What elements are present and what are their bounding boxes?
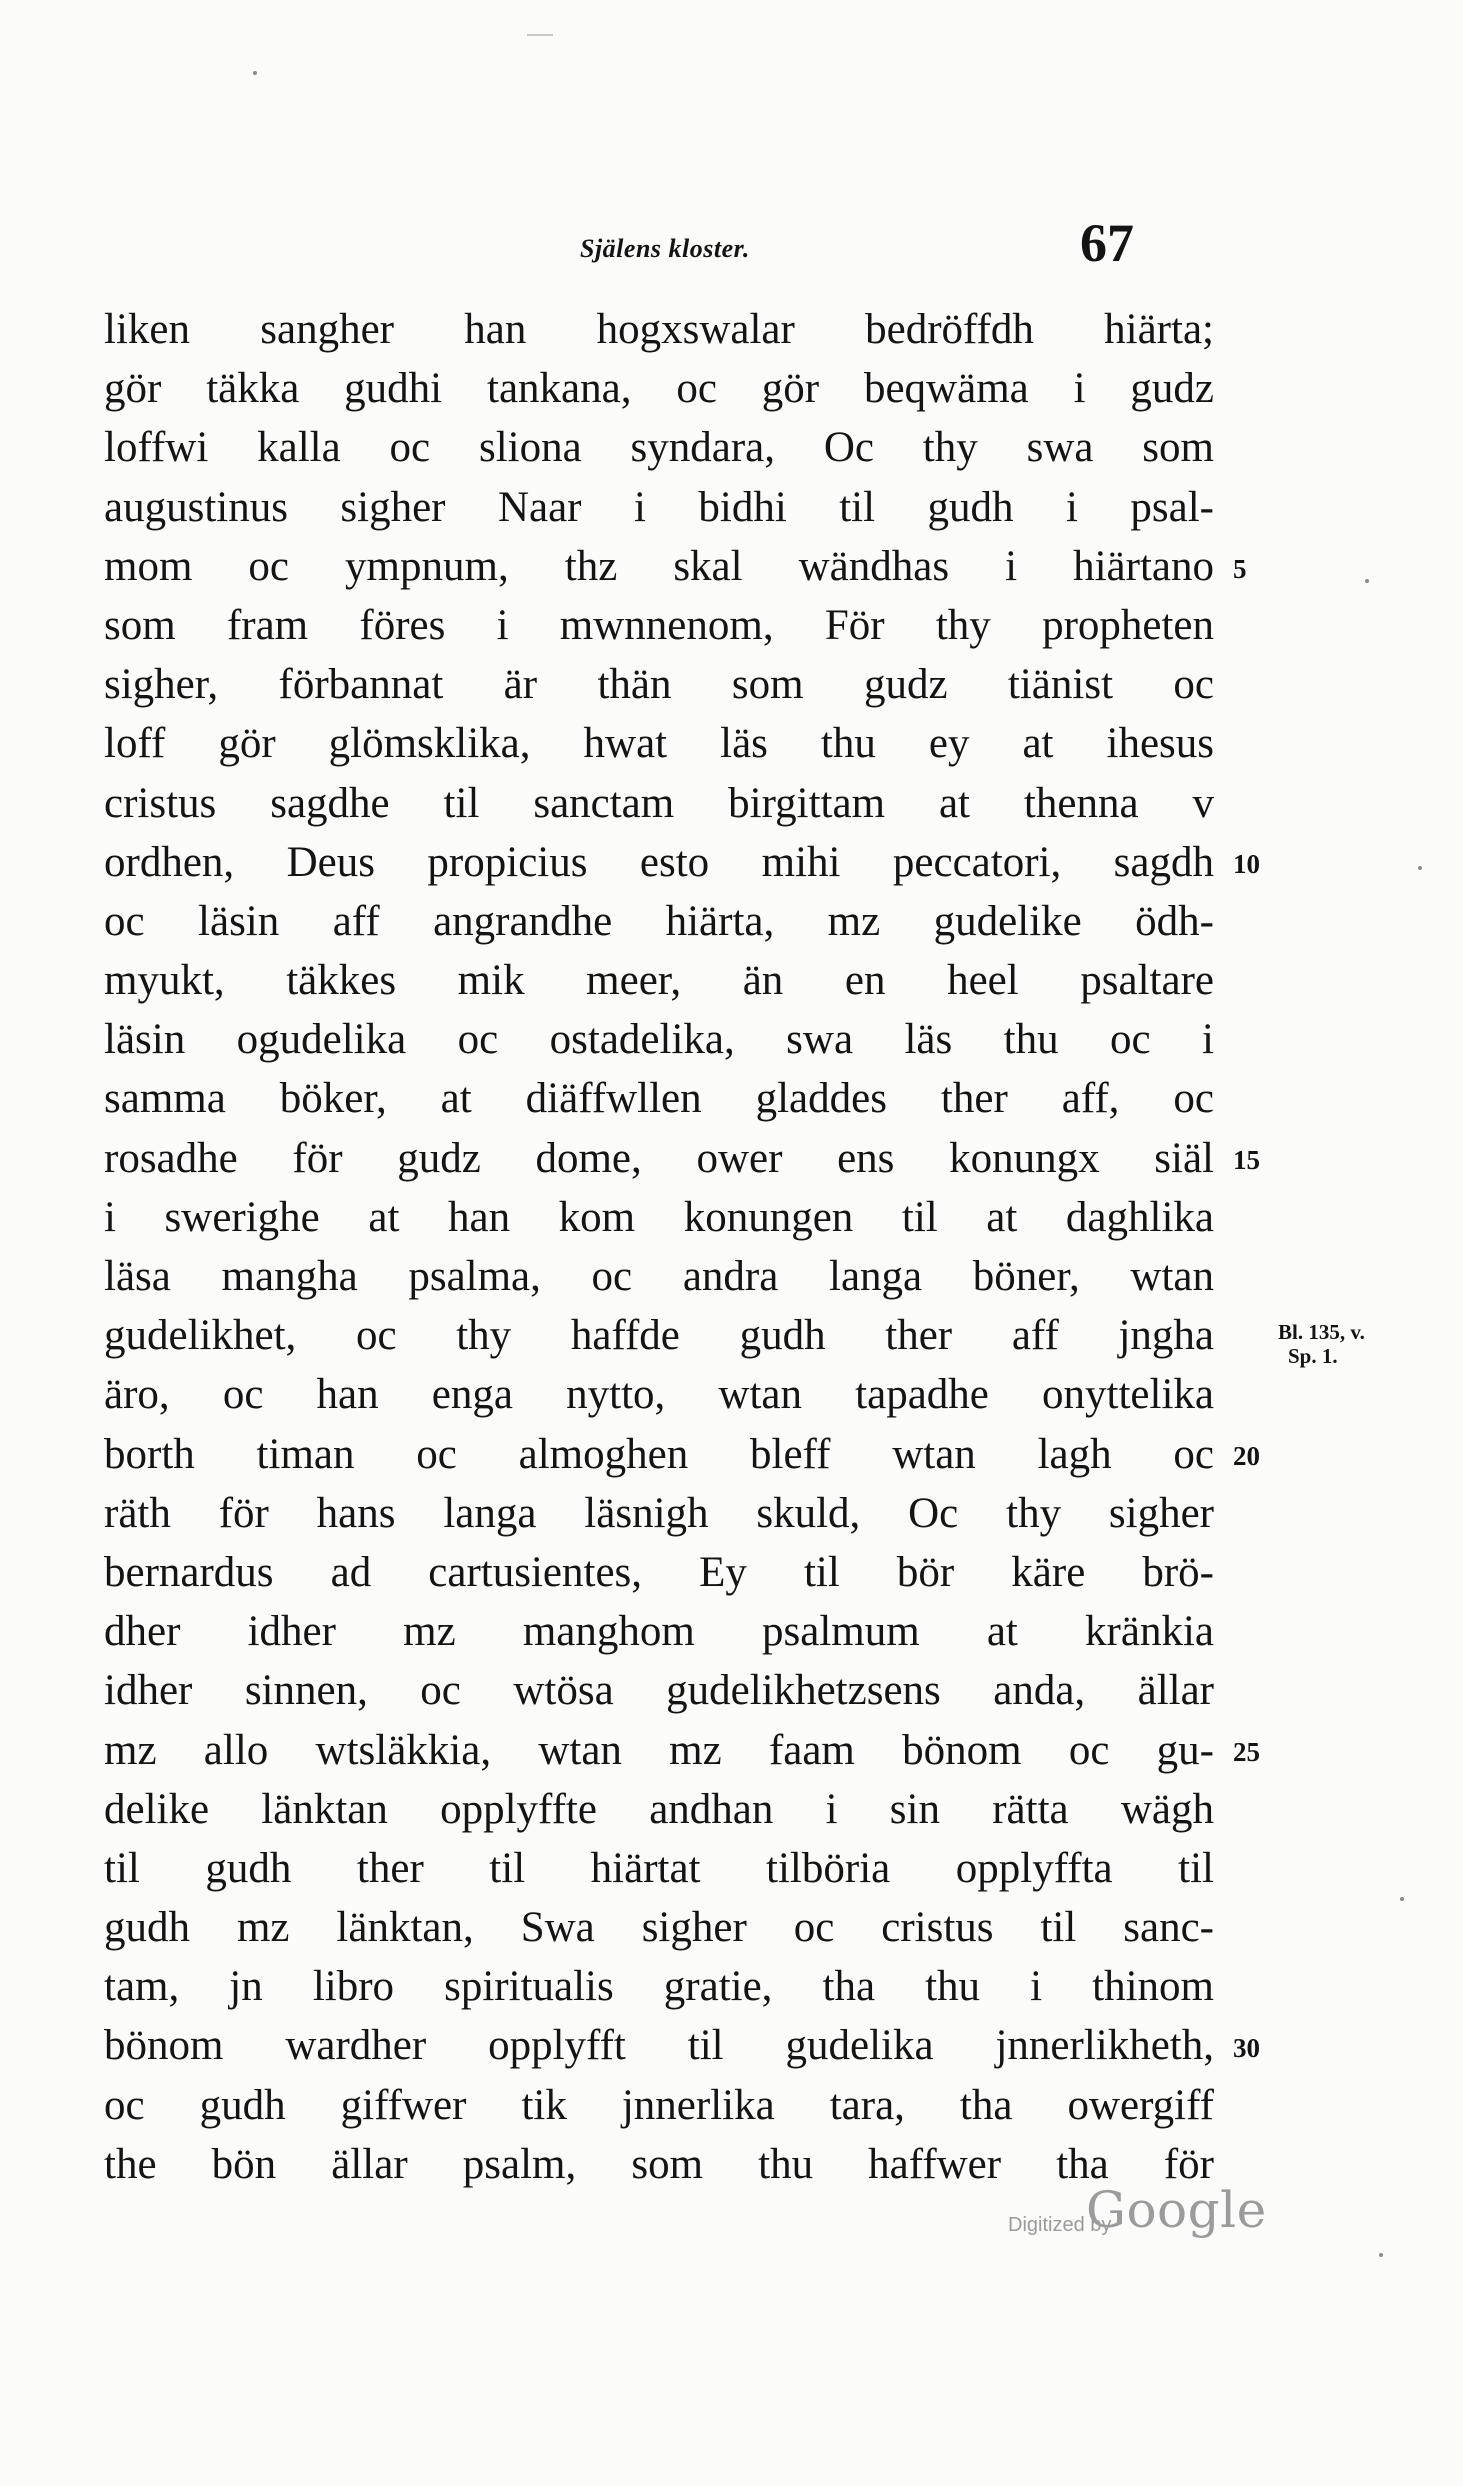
- text-line: idher sinnen, oc wtösa gudelikhetzsens anda, ällar: [104, 1667, 1214, 1715]
- text-line: rosadhe för gudz dome, ower ens konungx siäl: [104, 1134, 1214, 1182]
- text-line: bönom wardher opplyfft til gudelika jnnerlikheth,: [104, 2022, 1214, 2070]
- text-line: gudelikhet, oc thy haffde gudh ther aff jngha: [104, 1312, 1214, 1360]
- main-text: [104, 300, 1214, 2194]
- paper-speck: [1379, 2253, 1383, 2257]
- text-line: som fram föres i mwnnenom, För thy propheten: [104, 601, 1214, 649]
- text-line: samma böker, at diäffwllen gladdes ther aff, oc: [104, 1075, 1214, 1123]
- running-header: Själens kloster.: [580, 234, 750, 263]
- line-number: 25: [1233, 1737, 1260, 1767]
- line-number: 15: [1233, 1145, 1260, 1175]
- text-line: augustinus sigher Naar i bidhi til gudh i psal-: [104, 483, 1214, 531]
- text-line: til gudh ther til hiärtat tilböria opplyffta til: [104, 1844, 1214, 1892]
- text-line: bernardus ad cartusientes, Ey til bör käre brö-: [104, 1548, 1214, 1596]
- line-number: 30: [1233, 2033, 1260, 2063]
- text-line: räth för hans langa läsnigh skuld, Oc thy sigher: [104, 1489, 1214, 1537]
- page-number: 67: [1080, 213, 1134, 273]
- margin-note: [1278, 1320, 1365, 1368]
- text-line: cristus sagdhe til sanctam birgittam at thenna v: [104, 779, 1214, 827]
- google-watermark: Google: [1086, 2181, 1267, 2239]
- text-line: gudh mz länktan, Swa sigher oc cristus til sanc-: [104, 1904, 1214, 1952]
- text-line: läsa mangha psalma, oc andra langa böner, wtan: [104, 1253, 1214, 1300]
- line-number: 5: [1233, 554, 1247, 584]
- text-line: loffwi kalla oc sliona syndara, Oc thy swa som: [104, 424, 1214, 472]
- text-line: loff gör glömsklika, hwat läs thu ey at ihesus: [104, 720, 1214, 768]
- text-line: myukt, täkkes mik meer, än en heel psaltare: [104, 957, 1214, 1005]
- text-line: dher idher mz manghom psalmum at kränkia: [104, 1608, 1214, 1656]
- paper-speck: [1400, 1897, 1404, 1901]
- text-line: i swerighe at han kom konungen til at daghlika: [104, 1193, 1214, 1241]
- text-line: oc läsin aff angrandhe hiärta, mz gudelike ödh-: [104, 897, 1214, 945]
- margin-note-line: Sp. 1.: [1288, 1344, 1338, 1368]
- text-line: ordhen, Deus propicius esto mihi peccatori, sagdh: [104, 838, 1214, 886]
- text-line: borth timan oc almoghen bleff wtan lagh oc: [104, 1430, 1214, 1478]
- text-line: tam, jn libro spiritualis gratie, tha thu i thinom: [104, 1963, 1214, 2011]
- line-number: 10: [1233, 849, 1260, 879]
- text-line: the bön ällar psalm, som thu haffwer tha för: [104, 2140, 1214, 2188]
- text-line: mom oc ympnum, thz skal wändhas i hiärtano: [104, 542, 1214, 590]
- text-line: liken sangher han hogxswalar bedröffdh hiärta;: [104, 306, 1214, 353]
- text-line: läsin ogudelika oc ostadelika, swa läs thu oc i: [104, 1016, 1214, 1064]
- paper-speck: [253, 71, 257, 75]
- text-line: sigher, förbannat är thän som gudz tiänist oc: [104, 661, 1214, 709]
- top-edge-mark: [527, 34, 553, 36]
- margin-note-line: Bl. 135, v.: [1278, 1320, 1365, 1344]
- text-line: gör täkka gudhi tankana, oc gör beqwäma i gudz: [104, 365, 1214, 413]
- paper-speck: [1365, 579, 1369, 583]
- text-line: oc gudh giffwer tik jnnerlika tara, tha owergiff: [104, 2081, 1214, 2129]
- text-line: delike länktan opplyffte andhan i sin rätta wägh: [104, 1785, 1214, 1833]
- digitized-label: Digitized by: [1008, 2214, 1112, 2236]
- text-line: äro, oc han enga nytto, wtan tapadhe onyttelika: [104, 1371, 1214, 1419]
- text-line: mz allo wtsläkkia, wtan mz faam bönom oc gu-: [104, 1726, 1214, 1774]
- line-number: 20: [1233, 1441, 1260, 1471]
- paper-speck: [1418, 866, 1422, 870]
